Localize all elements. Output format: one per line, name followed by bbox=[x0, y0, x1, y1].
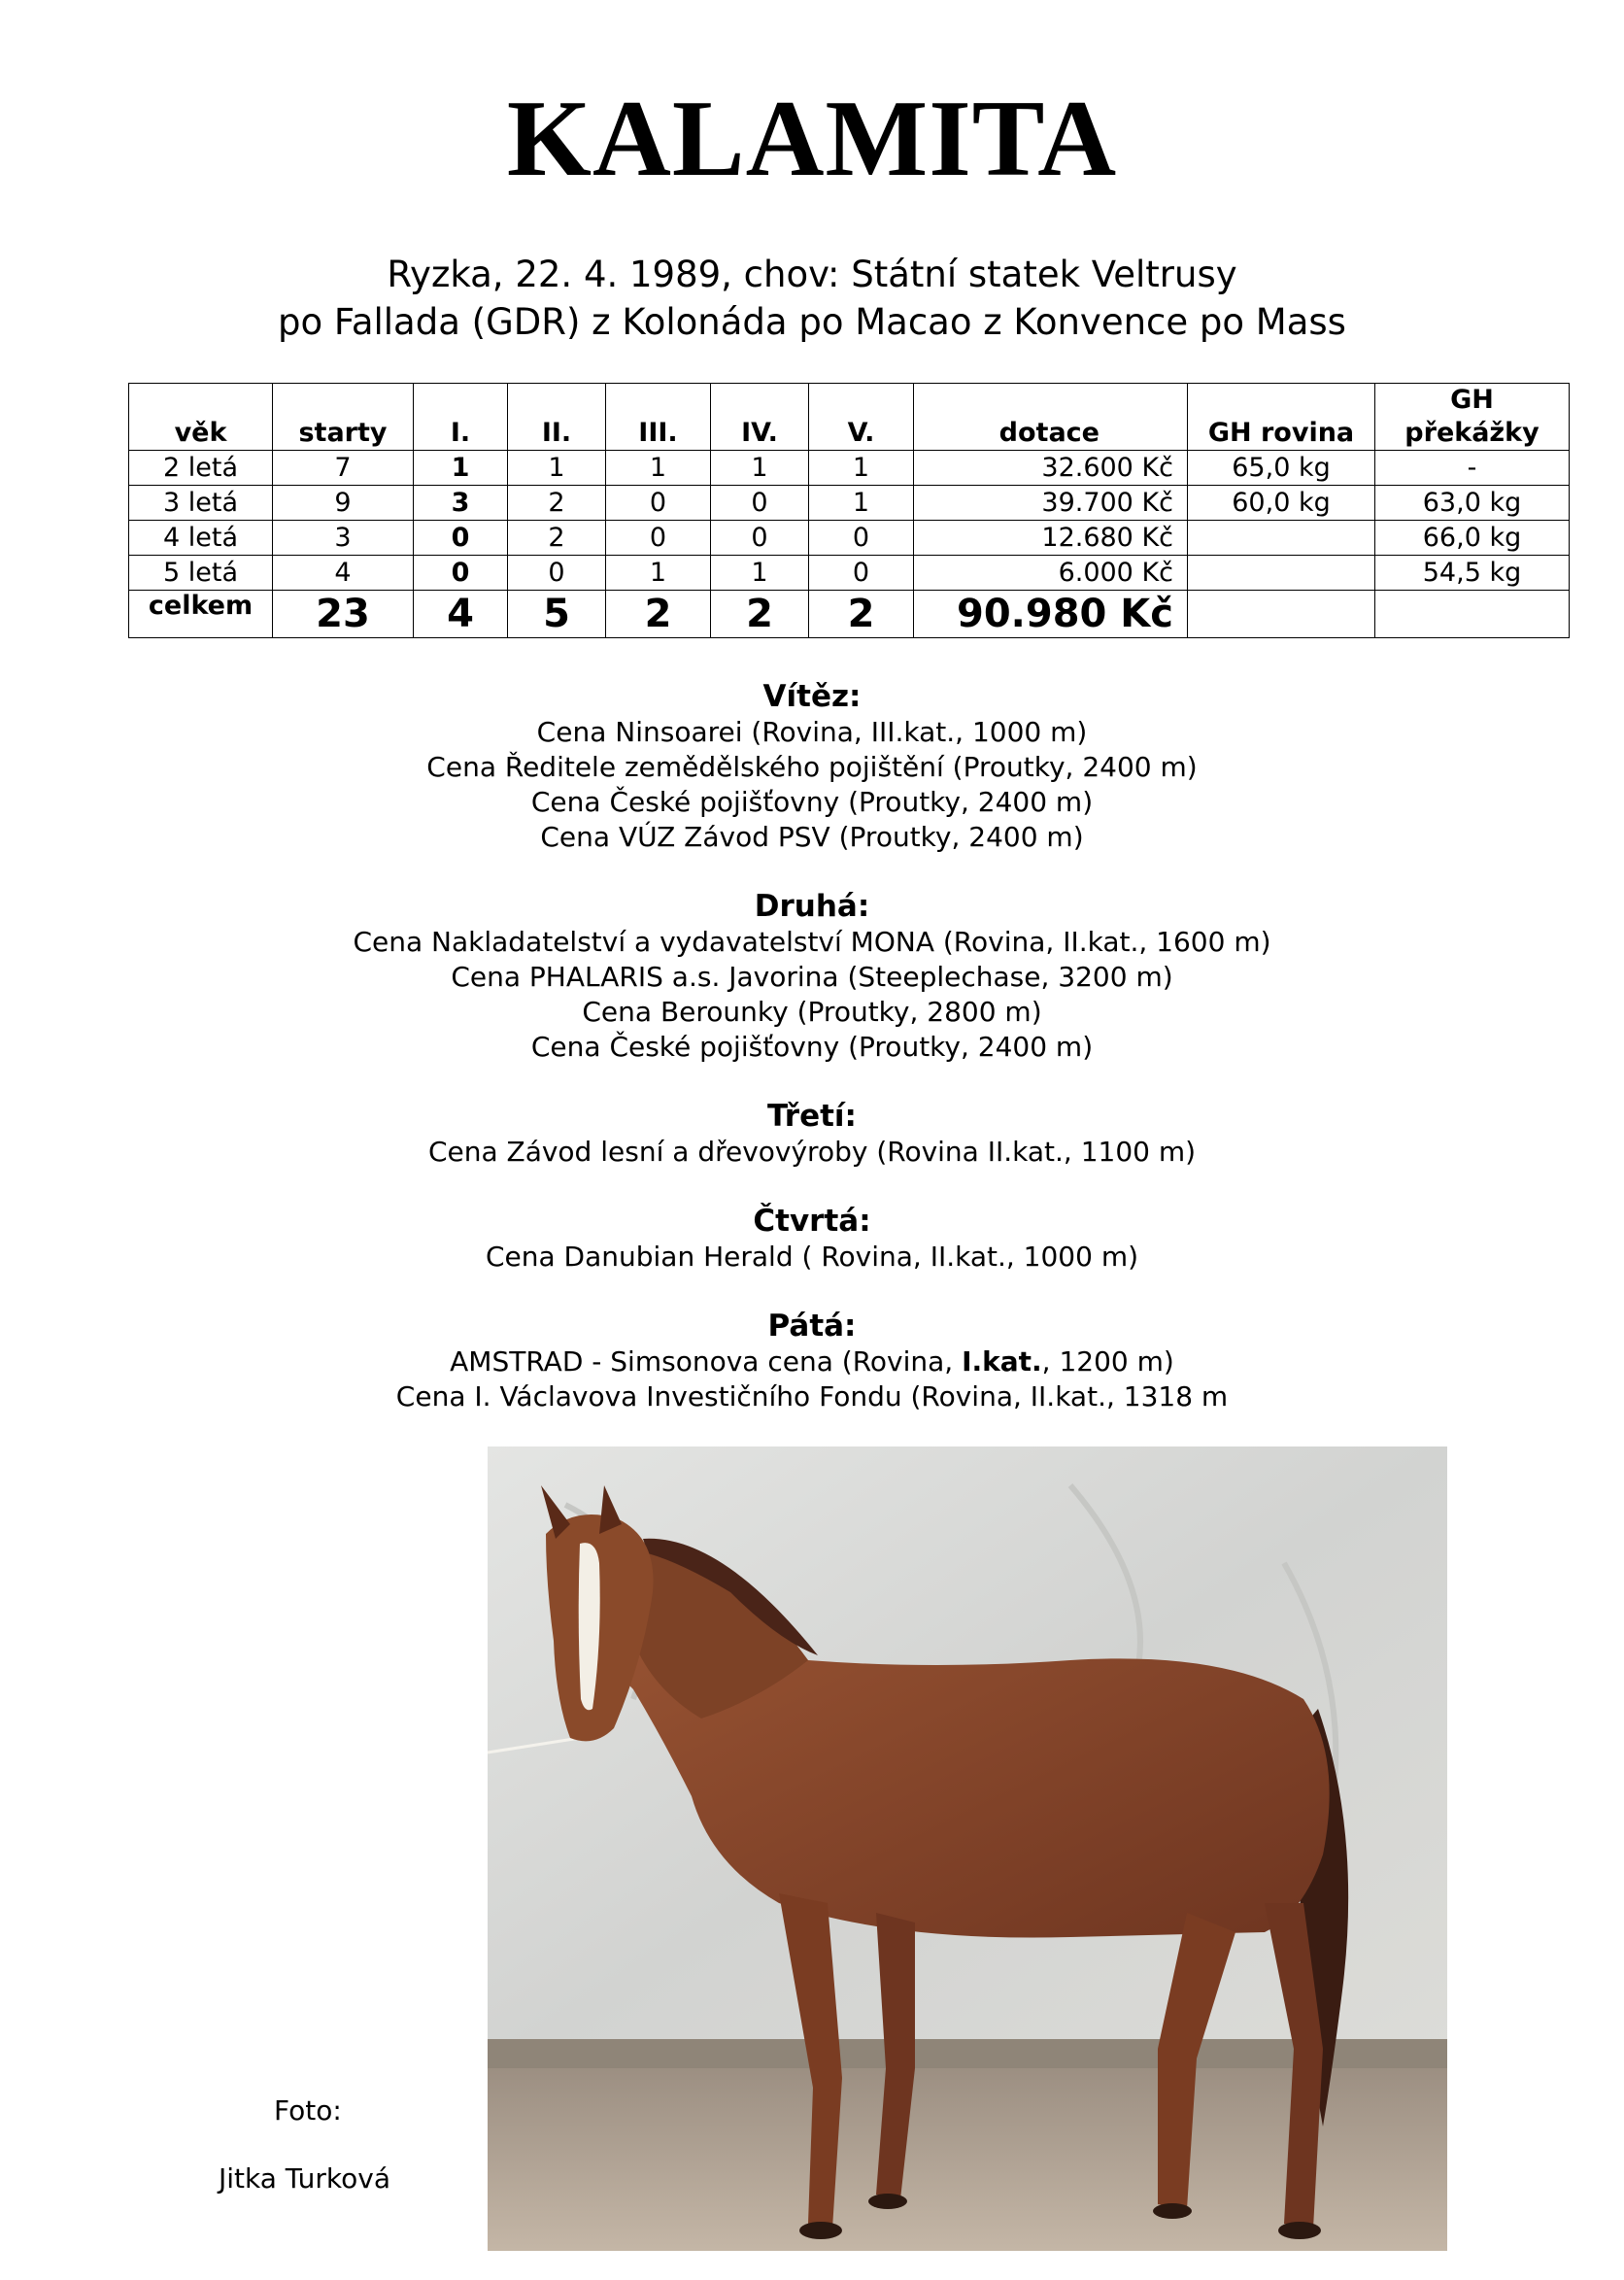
total-label: celkem bbox=[129, 591, 273, 638]
result-line: Cena Berounky (Proutky, 2800 m) bbox=[582, 996, 1042, 1028]
total-cell bbox=[1375, 591, 1570, 638]
table-cell: 1 bbox=[711, 451, 809, 486]
header-fourth: IV. bbox=[711, 384, 809, 451]
header-gh-flat: GH rovina bbox=[1188, 384, 1375, 451]
table-cell: 6.000 Kč bbox=[914, 556, 1188, 591]
table-cell: 63,0 kg bbox=[1375, 486, 1570, 521]
header-fifth: V. bbox=[809, 384, 914, 451]
photo-credit-name: Jitka Turková bbox=[219, 2162, 390, 2195]
table-cell: - bbox=[1375, 451, 1570, 486]
header-first: I. bbox=[414, 384, 508, 451]
header-third: III. bbox=[606, 384, 711, 451]
table-cell: 3 bbox=[273, 521, 414, 556]
table-cell: 0 bbox=[508, 556, 606, 591]
result-line: Cena Danubian Herald ( Rovina, II.kat., 1000 m) bbox=[485, 1241, 1139, 1273]
table-cell: 0 bbox=[711, 486, 809, 521]
table-cell: 3 bbox=[414, 486, 508, 521]
table-cell: 2 letá bbox=[129, 451, 273, 486]
result-group bbox=[0, 1098, 1624, 1170]
total-cell: 90.980 Kč bbox=[914, 591, 1188, 638]
page-title: KALAMITA bbox=[506, 79, 1118, 199]
stats-table bbox=[128, 383, 1570, 638]
table-cell: 0 bbox=[414, 556, 508, 591]
result-line-part: , 1200 m) bbox=[1041, 1345, 1174, 1378]
table-cell: 0 bbox=[809, 521, 914, 556]
table-cell: 4 bbox=[273, 556, 414, 591]
result-heading: Vítěz: bbox=[762, 679, 862, 714]
table-row bbox=[129, 521, 1570, 556]
result-line: Cena Ředitele zemědělského pojištění (Proutky, 2400 m) bbox=[426, 751, 1198, 783]
table-cell: 7 bbox=[273, 451, 414, 486]
result-line: Cena České pojišťovny (Proutky, 2400 m) bbox=[530, 786, 1094, 818]
result-heading: Pátá: bbox=[767, 1309, 857, 1344]
result-heading: Druhá: bbox=[754, 889, 870, 924]
table-cell: 3 letá bbox=[129, 486, 273, 521]
header-starts: starty bbox=[273, 384, 414, 451]
header-gh-hurdles: GH překážky bbox=[1375, 384, 1570, 451]
total-cell: 23 bbox=[273, 591, 414, 638]
result-line: Cena Závod lesní a dřevovýroby (Rovina II.kat., 1100 m) bbox=[427, 1136, 1197, 1168]
table-cell: 0 bbox=[414, 521, 508, 556]
result-group bbox=[0, 1308, 1624, 1414]
total-cell: 2 bbox=[606, 591, 711, 638]
header-prize-money: dotace bbox=[914, 384, 1188, 451]
horse-photo bbox=[488, 1446, 1447, 2251]
table-cell: 39.700 Kč bbox=[914, 486, 1188, 521]
table-cell: 1 bbox=[809, 451, 914, 486]
table-row bbox=[129, 486, 1570, 521]
table-cell: 54,5 kg bbox=[1375, 556, 1570, 591]
table-cell: 60,0 kg bbox=[1188, 486, 1375, 521]
table-cell: 1 bbox=[606, 556, 711, 591]
table-cell: 2 bbox=[508, 521, 606, 556]
result-line: Cena Ninsoarei (Rovina, III.kat., 1000 m) bbox=[536, 716, 1088, 748]
table-cell: 1 bbox=[809, 486, 914, 521]
result-line-part: I.kat. bbox=[962, 1345, 1042, 1378]
result-heading: Čtvrtá: bbox=[753, 1204, 871, 1239]
table-cell: 66,0 kg bbox=[1375, 521, 1570, 556]
table-row bbox=[129, 451, 1570, 486]
table-cell: 65,0 kg bbox=[1188, 451, 1375, 486]
table-cell: 4 letá bbox=[129, 521, 273, 556]
results-section bbox=[0, 678, 1624, 1447]
header-second: II. bbox=[508, 384, 606, 451]
total-cell: 2 bbox=[711, 591, 809, 638]
table-cell bbox=[1188, 521, 1375, 556]
table-cell: 1 bbox=[606, 451, 711, 486]
subtitle-line-2: po Fallada (GDR) z Kolonáda po Macao z Konvence po Mass bbox=[278, 301, 1346, 343]
result-heading: Třetí: bbox=[767, 1099, 857, 1134]
stats-header-row bbox=[129, 384, 1570, 451]
table-cell bbox=[1188, 556, 1375, 591]
table-cell: 1 bbox=[508, 451, 606, 486]
result-line: Cena České pojišťovny (Proutky, 2400 m) bbox=[530, 1031, 1094, 1063]
table-row bbox=[129, 556, 1570, 591]
table-cell: 1 bbox=[711, 556, 809, 591]
table-cell: 1 bbox=[414, 451, 508, 486]
total-cell bbox=[1188, 591, 1375, 638]
result-line: Cena VÚZ Závod PSV (Proutky, 2400 m) bbox=[540, 821, 1084, 853]
total-cell: 5 bbox=[508, 591, 606, 638]
total-cell: 2 bbox=[809, 591, 914, 638]
header-age: věk bbox=[129, 384, 273, 451]
table-cell: 9 bbox=[273, 486, 414, 521]
table-cell: 2 bbox=[508, 486, 606, 521]
table-cell: 12.680 Kč bbox=[914, 521, 1188, 556]
table-total-row bbox=[129, 591, 1570, 638]
result-group bbox=[0, 1203, 1624, 1275]
result-line-part: AMSTRAD - Simsonova cena (Rovina, bbox=[450, 1345, 963, 1378]
table-cell: 32.600 Kč bbox=[914, 451, 1188, 486]
table-cell: 0 bbox=[606, 486, 711, 521]
total-cell: 4 bbox=[414, 591, 508, 638]
table-cell: 0 bbox=[711, 521, 809, 556]
result-group bbox=[0, 888, 1624, 1065]
table-cell: 0 bbox=[606, 521, 711, 556]
subtitle-line-1: Ryzka, 22. 4. 1989, chov: Státní statek Veltrusy bbox=[387, 254, 1237, 295]
result-line: Cena Nakladatelství a vydavatelství MONA (Rovina, II.kat., 1600 m) bbox=[353, 926, 1271, 958]
horse-photo-image bbox=[488, 1446, 1447, 2251]
result-group bbox=[0, 678, 1624, 855]
result-line bbox=[0, 1344, 1624, 1379]
table-cell: 5 letá bbox=[129, 556, 273, 591]
photo-credit-label: Foto: bbox=[274, 2094, 342, 2127]
result-line: Cena I. Václavova Investičního Fondu (Rovina, II.kat., 1318 m bbox=[395, 1380, 1229, 1412]
result-line: Cena PHALARIS a.s. Javorina (Steeplechase, 3200 m) bbox=[451, 961, 1173, 993]
table-cell: 0 bbox=[809, 556, 914, 591]
